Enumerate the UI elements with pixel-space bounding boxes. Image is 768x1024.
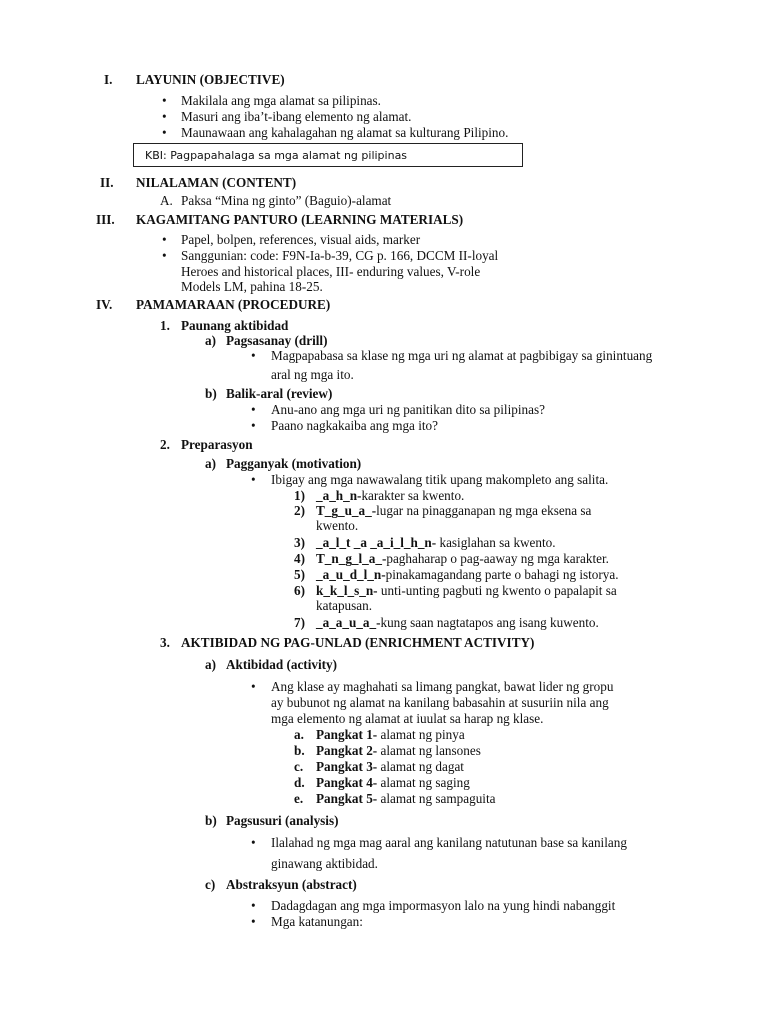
step-number: 3. — [160, 635, 170, 650]
puzzle-clue: paghaharap o pag-aaway ng mga karakter. — [386, 551, 609, 566]
substep-label: b) — [205, 813, 217, 828]
activity-line: Ang klase ay maghahati sa limang pangkat, bawat lider ng gropu — [271, 679, 614, 694]
section-number-2: II. — [100, 175, 114, 190]
section-title-materials: KAGAMITANG PANTURO (LEARNING MATERIALS) — [136, 212, 464, 227]
puzzle-clue: karakter sa kwento. — [361, 488, 465, 503]
puzzle-item — [316, 583, 617, 599]
puzzle-item — [316, 567, 619, 583]
group-label: e. — [294, 791, 304, 806]
substep-title: Pagsusuri (analysis) — [226, 813, 339, 828]
objective-item: Makilala ang mga alamat sa pilipinas. — [181, 93, 381, 108]
group-name: Pangkat 1- — [316, 727, 378, 742]
group-item — [316, 791, 495, 807]
bullet — [162, 109, 167, 125]
section-title-procedure: PAMAMARAAN (PROCEDURE) — [136, 297, 331, 312]
group-item — [316, 743, 481, 759]
step-title: AKTIBIDAD NG PAG-UNLAD (ENRICHMENT ACTIVITY) — [181, 635, 535, 650]
step-number: 1. — [160, 318, 170, 333]
group-label: c. — [294, 759, 304, 774]
analysis-line: ginawang aktibidad. — [271, 856, 378, 871]
bullet — [251, 835, 256, 851]
bullet — [251, 679, 256, 695]
materials-item-cont: Heroes and historical places, III- enduring values, V-role — [181, 264, 481, 279]
bullet — [162, 125, 167, 141]
puzzle-number: 4) — [294, 551, 305, 566]
materials-item: Papel, bolpen, references, visual aids, marker — [181, 232, 421, 247]
bullet — [162, 248, 167, 264]
puzzle-clue: pinakamagandang parte o bahagi ng istorya. — [385, 567, 619, 582]
section-title-content: NILALAMAN (CONTENT) — [136, 175, 297, 190]
section-title-objective: LAYUNIN (OBJECTIVE) — [136, 72, 285, 87]
puzzle-item — [316, 535, 556, 551]
step-number: 2. — [160, 437, 170, 452]
step-title: Paunang aktibidad — [181, 318, 289, 333]
substep-title: Balik-aral (review) — [226, 386, 333, 401]
group-legend: alamat ng dagat — [377, 759, 464, 774]
substep-title: Pagganyak (motivation) — [226, 456, 362, 471]
drill-item: Magpapabasa sa klase ng mga uri ng alamat at pagbibigay sa ginintuang — [271, 348, 653, 363]
group-label: b. — [294, 743, 305, 758]
section-number-3: III. — [96, 212, 115, 227]
puzzle-clue: kasiglahan sa kwento. — [436, 535, 556, 550]
substep-title: Pagsasanay (drill) — [226, 333, 328, 348]
substep-label: a) — [205, 456, 216, 471]
review-item: Paano nagkakaiba ang mga ito? — [271, 418, 438, 433]
abstract-item: Mga katanungan: — [271, 914, 363, 929]
bullet — [251, 914, 256, 930]
content-item: Paksa “Mina ng ginto” (Baguio)-alamat — [181, 193, 392, 208]
puzzle-word: T_n_g_l_a_- — [316, 551, 387, 566]
puzzle-word: T_g_u_a_- — [316, 503, 377, 518]
group-item — [316, 727, 465, 743]
group-label: a. — [294, 727, 304, 742]
group-name: Pangkat 3- — [316, 759, 378, 774]
substep-label: a) — [205, 657, 216, 672]
puzzle-number: 5) — [294, 567, 305, 582]
motivation-item: Ibigay ang mga nawawalang titik upang makompleto ang salita. — [271, 472, 609, 487]
objective-item: Masuri ang iba’t-ibang elemento ng alamat. — [181, 109, 412, 124]
bullet — [251, 898, 256, 914]
puzzle-number: 6) — [294, 583, 305, 598]
puzzle-clue-cont: kwento. — [316, 518, 359, 533]
puzzle-word: _a_u_d_l_n- — [316, 567, 386, 582]
puzzle-item — [316, 503, 591, 519]
section-number-1: I. — [104, 72, 113, 87]
substep-label: b) — [205, 386, 217, 401]
puzzle-word: _a_h_n- — [316, 488, 362, 503]
puzzle-number: 7) — [294, 615, 305, 630]
review-item: Anu-ano ang mga uri ng panitikan dito sa pilipinas? — [271, 402, 545, 417]
puzzle-number: 1) — [294, 488, 305, 503]
section-number-4: IV. — [96, 297, 113, 312]
group-name: Pangkat 4- — [316, 775, 378, 790]
group-item — [316, 775, 470, 791]
materials-item-cont: Models LM, pahina 18-25. — [181, 279, 323, 294]
puzzle-word: _a_a_u_a_- — [316, 615, 381, 630]
activity-line: ay bubunot ng alamat na kanilang babasahin at susuriin nila ang — [271, 695, 609, 710]
puzzle-word: k_k_l_s_n- — [316, 583, 378, 598]
puzzle-number: 3) — [294, 535, 305, 550]
bullet — [251, 472, 256, 488]
bullet — [251, 348, 256, 364]
group-legend: alamat ng lansones — [377, 743, 481, 758]
group-name: Pangkat 5- — [316, 791, 378, 806]
puzzle-item — [316, 488, 464, 504]
group-legend: alamat ng sampaguita — [377, 791, 496, 806]
group-name: Pangkat 2- — [316, 743, 378, 758]
content-item-label: A. — [160, 193, 173, 208]
bullet — [251, 418, 256, 434]
group-item — [316, 759, 464, 775]
substep-label: c) — [205, 877, 216, 892]
objective-item: Maunawaan ang kahalagahan ng alamat sa kulturang Pilipino. — [181, 125, 509, 140]
puzzle-item — [316, 615, 599, 631]
bullet — [162, 232, 167, 248]
substep-title: Aktibidad (activity) — [226, 657, 337, 672]
materials-item: Sanggunian: code: F9N-Ia-b-39, CG p. 166, DCCM II-loyal — [181, 248, 499, 263]
puzzle-item — [316, 551, 609, 567]
activity-line: mga elemento ng alamat at iuulat sa harap ng klase. — [271, 711, 544, 726]
puzzle-clue-cont: katapusan. — [316, 598, 373, 613]
substep-label: a) — [205, 333, 216, 348]
bullet — [162, 93, 167, 109]
kbi-text: KBI: Pagpapahalaga sa mga alamat ng pilipinas — [145, 149, 408, 162]
group-legend: alamat ng saging — [377, 775, 470, 790]
step-title: Preparasyon — [181, 437, 253, 452]
bullet — [251, 402, 256, 418]
analysis-line: Ilalahad ng mga mag aaral ang kanilang natutunan base sa kanilang — [271, 835, 627, 850]
abstract-item: Dadagdagan ang mga impormasyon lalo na yung hindi nabanggit — [271, 898, 616, 913]
kbi-box — [133, 143, 523, 167]
puzzle-clue: lugar na pinagganapan ng mga eksena sa — [376, 503, 592, 518]
puzzle-clue: unti-unting pagbuti ng kwento o papalapit sa — [377, 583, 617, 598]
drill-item-cont: aral ng mga ito. — [271, 367, 354, 382]
group-label: d. — [294, 775, 305, 790]
puzzle-clue: kung saan nagtatapos ang isang kuwento. — [380, 615, 599, 630]
group-legend: alamat ng pinya — [377, 727, 465, 742]
puzzle-number: 2) — [294, 503, 305, 518]
substep-title: Abstraksyun (abstract) — [226, 877, 357, 892]
puzzle-word: _a_l_t _a _a_i_l_h_n- — [316, 535, 437, 550]
